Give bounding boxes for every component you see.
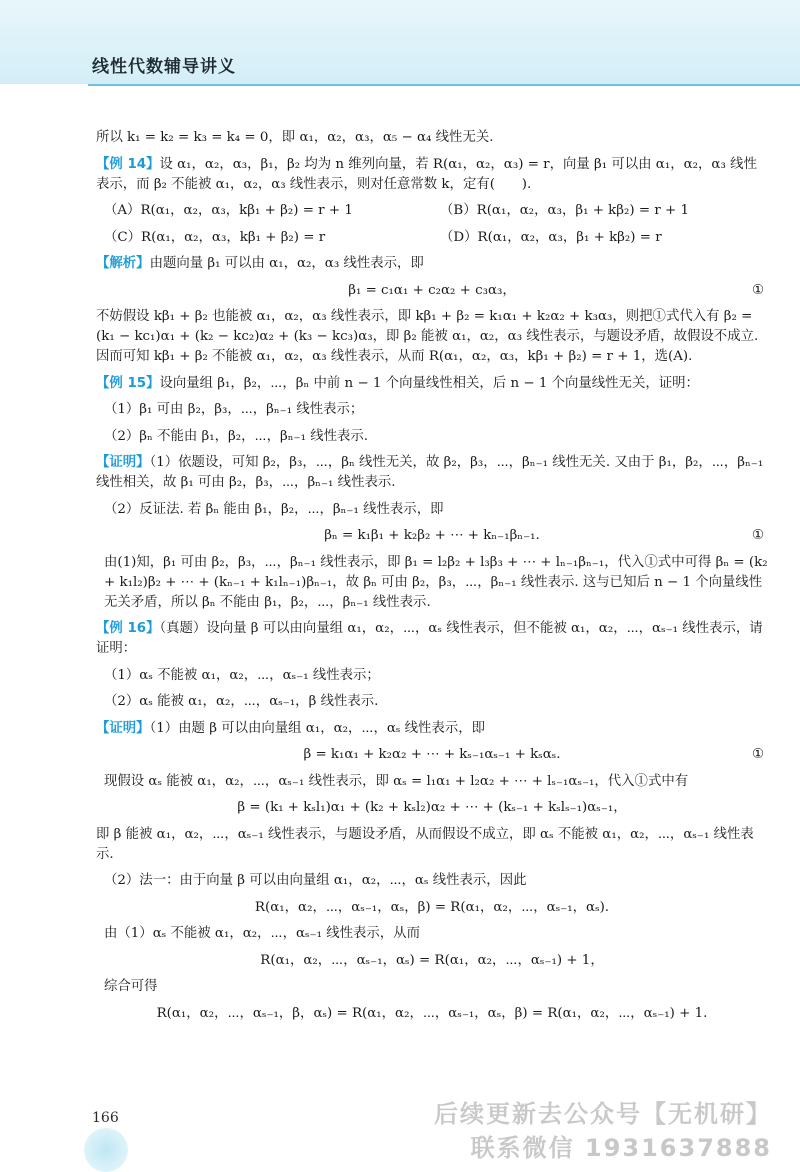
paragraph <box>96 772 768 792</box>
option-row <box>96 228 768 248</box>
equation-text: R(α₁，α₂，⋯，αₛ₋₁，αₛ，β) = R(α₁，α₂，⋯，αₛ₋₁，αₛ). <box>254 899 610 915</box>
paragraph-text: 设 α₁，α₂，α₃，β₁，β₂ 均为 n 维列向量，若 R(α₁，α₂，α₃) = r，向量 β₁ 可以由 α₁，α₂，α₃ 线性表示，而 β₂ 不能被 α₁，α₂，α₃ 线性表示，则对任意常数 k，定有( ). <box>96 156 757 192</box>
page-number: 166 <box>92 1110 119 1126</box>
section-tag: 【例 16】 <box>96 621 160 636</box>
equation-text: R(α₁，α₂，⋯，αₛ₋₁，β，αₛ) = R(α₁，α₂，⋯，αₛ₋₁，αₛ，β) = R(α₁，α₂，⋯，αₛ₋₁) + 1. <box>156 1005 708 1021</box>
section-tag: 【证明】 <box>96 455 150 470</box>
paragraph-text: 由题向量 β₁ 可以由 α₁，α₂，α₃ 线性表示，即 <box>149 256 424 271</box>
paragraph-text: 设向量组 β₁，β₂，⋯，βₙ 中前 n − 1 个向量线性相关，后 n − 1 个向量线性无关，证明： <box>159 375 699 391</box>
paragraph <box>96 500 768 520</box>
paragraph <box>96 400 768 420</box>
option-row <box>96 201 768 221</box>
paragraph <box>96 692 768 712</box>
paragraph-text: （1）依题设，可知 β₂，β₃，⋯，βₙ 线性无关，故 β₂，β₃，⋯，βₙ₋₁ 线性无关. 又由于 β₁，β₂，⋯，βₙ₋₁ 线性相关，故 β₁ 可由 β₂，β₃，⋯，βₙ₋₁ 线性表示. <box>96 455 764 490</box>
paragraph-text: （2）法一：由于向量 β 可以由向量组 α₁，α₂，⋯，αₛ 线性表示，因此 <box>104 873 527 888</box>
paragraph-text: 所以 k₁ = k₂ = k₃ = k₄ = 0，即 α₁，α₂，α₃，α₅ − α₄ 线性无关. <box>96 130 494 145</box>
paragraph-text: 综合可得 <box>104 979 158 994</box>
watermark-line-2: 联系微信 19316378​88 <box>470 1134 772 1162</box>
watermark-line-1: 后续更新去公众号【无机研】 <box>434 1100 772 1128</box>
equation-number: ① <box>751 747 764 762</box>
equation-text: β = (k₁ + kₛl₁)α₁ + (k₂ + kₛl₂)α₂ + ⋯ + (kₛ₋₁ + kₛlₛ₋₁)αₛ₋₁， <box>237 800 627 815</box>
equation <box>96 745 768 765</box>
equation <box>96 951 768 971</box>
paragraph-text: 由（1）αₛ 不能被 α₁，α₂，⋯，αₛ₋₁ 线性表示，从而 <box>104 926 420 941</box>
paragraph-text: 现假设 αₛ 能被 α₁，α₂，⋯，αₛ₋₁ 线性表示，即 αₛ = l₁α₁ + l₂α₂ + ⋯ + lₛ₋₁αₛ₋₁，代入①式中有 <box>104 773 689 789</box>
paragraph-text: （2）反证法. 若 βₙ 能由 β₁，β₂，⋯，βₙ₋₁ 线性表示，即 <box>104 501 444 517</box>
paragraph <box>96 719 768 739</box>
equation <box>96 798 768 818</box>
paragraph <box>96 427 768 447</box>
paragraph <box>96 977 768 997</box>
option-text: （D）R(α₁，α₂，α₃，β₁ + kβ₂) = r <box>440 229 662 245</box>
equation <box>96 898 768 918</box>
equation <box>96 526 768 546</box>
equation <box>96 1004 768 1024</box>
section-tag: 【例 14】 <box>96 156 160 172</box>
paragraph <box>96 307 768 367</box>
section-tag: 【例 15】 <box>96 375 160 391</box>
equation-text: R(α₁，α₂，⋯，αₛ₋₁，αₛ) = R(α₁，α₂，⋯，αₛ₋₁) + 1， <box>260 952 604 968</box>
equation <box>96 281 768 301</box>
paragraph-text: 由(1)知，β₁ 可由 β₂，β₃，⋯，βₙ₋₁ 线性表示，即 β₁ = l₂β₂ + l₃β₃ + ⋯ + lₙ₋₁βₙ₋₁，代入①式中可得 βₙ = (k₂ + k₁l₂)β₂ + ⋯ + (kₙ₋₁ + k₁lₙ₋₁)βₙ₋₁，故 βₙ 可由 β₂，β₃，⋯，βₙ₋₁ 线性表示. 这与已知后 n − 1 个向量线性无关矛盾，所以 βₙ 不能由 β₁，β₂，⋯，βₙ₋₁ 线性表示. <box>104 554 768 610</box>
paragraph <box>96 825 768 865</box>
option-text: （A）R(α₁，α₂，α₃，kβ₁ + β₂) = r + 1 <box>104 203 353 218</box>
paragraph <box>96 254 768 274</box>
equation-text: β = k₁α₁ + k₂α₂ + ⋯ + kₛ₋₁αₛ₋₁ + kₛαₛ. <box>303 747 561 762</box>
equation-number: ① <box>751 528 764 543</box>
paragraph <box>96 155 768 195</box>
paragraph <box>96 871 768 891</box>
paragraph-text: 不妨假设 kβ₁ + β₂ 也能被 α₁，α₂，α₃ 线性表示，即 kβ₁ + β₂ = k₁α₁ + k₂α₂ + k₃α₃，则把①式代入有 β₂ = (k₁ − kc₁)α₁ + (k₂ − kc₂)α₂ + (k₃ − kc₃)α₃，即 β₂ 能被 α₁，α₂，α₃ 线性表示，与题设矛盾，故假设不成立. 因而可知 kβ₁ + β₂ 不能被 α₁，α₂，α₃ 线性表示，从而 R(α₁，α₂，α₃，kβ₁ + β₂) = r + 1，选(A). <box>96 309 759 364</box>
paragraph-text: （1）β₁ 可由 β₂，β₃，⋯，βₙ₋₁ 线性表示； <box>104 402 364 417</box>
paragraph-text: （2）αₛ 能被 α₁，α₂，⋯，αₛ₋₁，β 线性表示. <box>104 694 379 709</box>
option-text: （B）R(α₁，α₂，α₃，β₁ + kβ₂) = r + 1 <box>440 203 690 218</box>
section-tag: 【证明】 <box>96 720 150 736</box>
paragraph-text: 即 β 能被 α₁，α₂，⋯，αₛ₋₁ 线性表示，与题设矛盾，从而假设不成立，即 αₛ 不能被 α₁，α₂，⋯，αₛ₋₁ 线性表示. <box>96 826 754 862</box>
paragraph <box>96 128 768 148</box>
header-title: 线性代数辅导讲义 <box>92 57 236 77</box>
page-content <box>96 128 768 1030</box>
page-corner-decoration <box>84 1128 128 1172</box>
paragraph <box>96 553 768 613</box>
paragraph-text: （真题）设向量 β 可以由向量组 α₁，α₂，⋯，αₛ 线性表示，但不能被 α₁，α₂，⋯，αₛ₋₁ 线性表示，请证明： <box>96 621 763 656</box>
paragraph <box>96 453 768 493</box>
header-divider <box>88 84 800 86</box>
paragraph-text: （2）βₙ 不能由 β₁，β₂，⋯，βₙ₋₁ 线性表示. <box>104 428 369 444</box>
paragraph-text: （1）由题 β 可以由向量组 α₁，α₂，⋯，αₛ 线性表示，即 <box>149 720 485 736</box>
paragraph-text: （1）αₛ 不能被 α₁，α₂，⋯，αₛ₋₁ 线性表示； <box>104 667 380 683</box>
paragraph <box>96 374 768 394</box>
option-text: （C）R(α₁，α₂，α₃，kβ₁ + β₂) = r <box>104 229 326 245</box>
paragraph <box>96 619 768 659</box>
section-tag: 【解析】 <box>96 256 150 271</box>
equation-text: βₙ = k₁β₁ + k₂β₂ + ⋯ + kₙ₋₁βₙ₋₁. <box>324 528 540 543</box>
paragraph <box>96 666 768 686</box>
paragraph <box>96 924 768 944</box>
equation-number: ① <box>751 282 764 298</box>
equation-text: β₁ = c₁α₁ + c₂α₂ + c₃α₃， <box>348 282 516 298</box>
